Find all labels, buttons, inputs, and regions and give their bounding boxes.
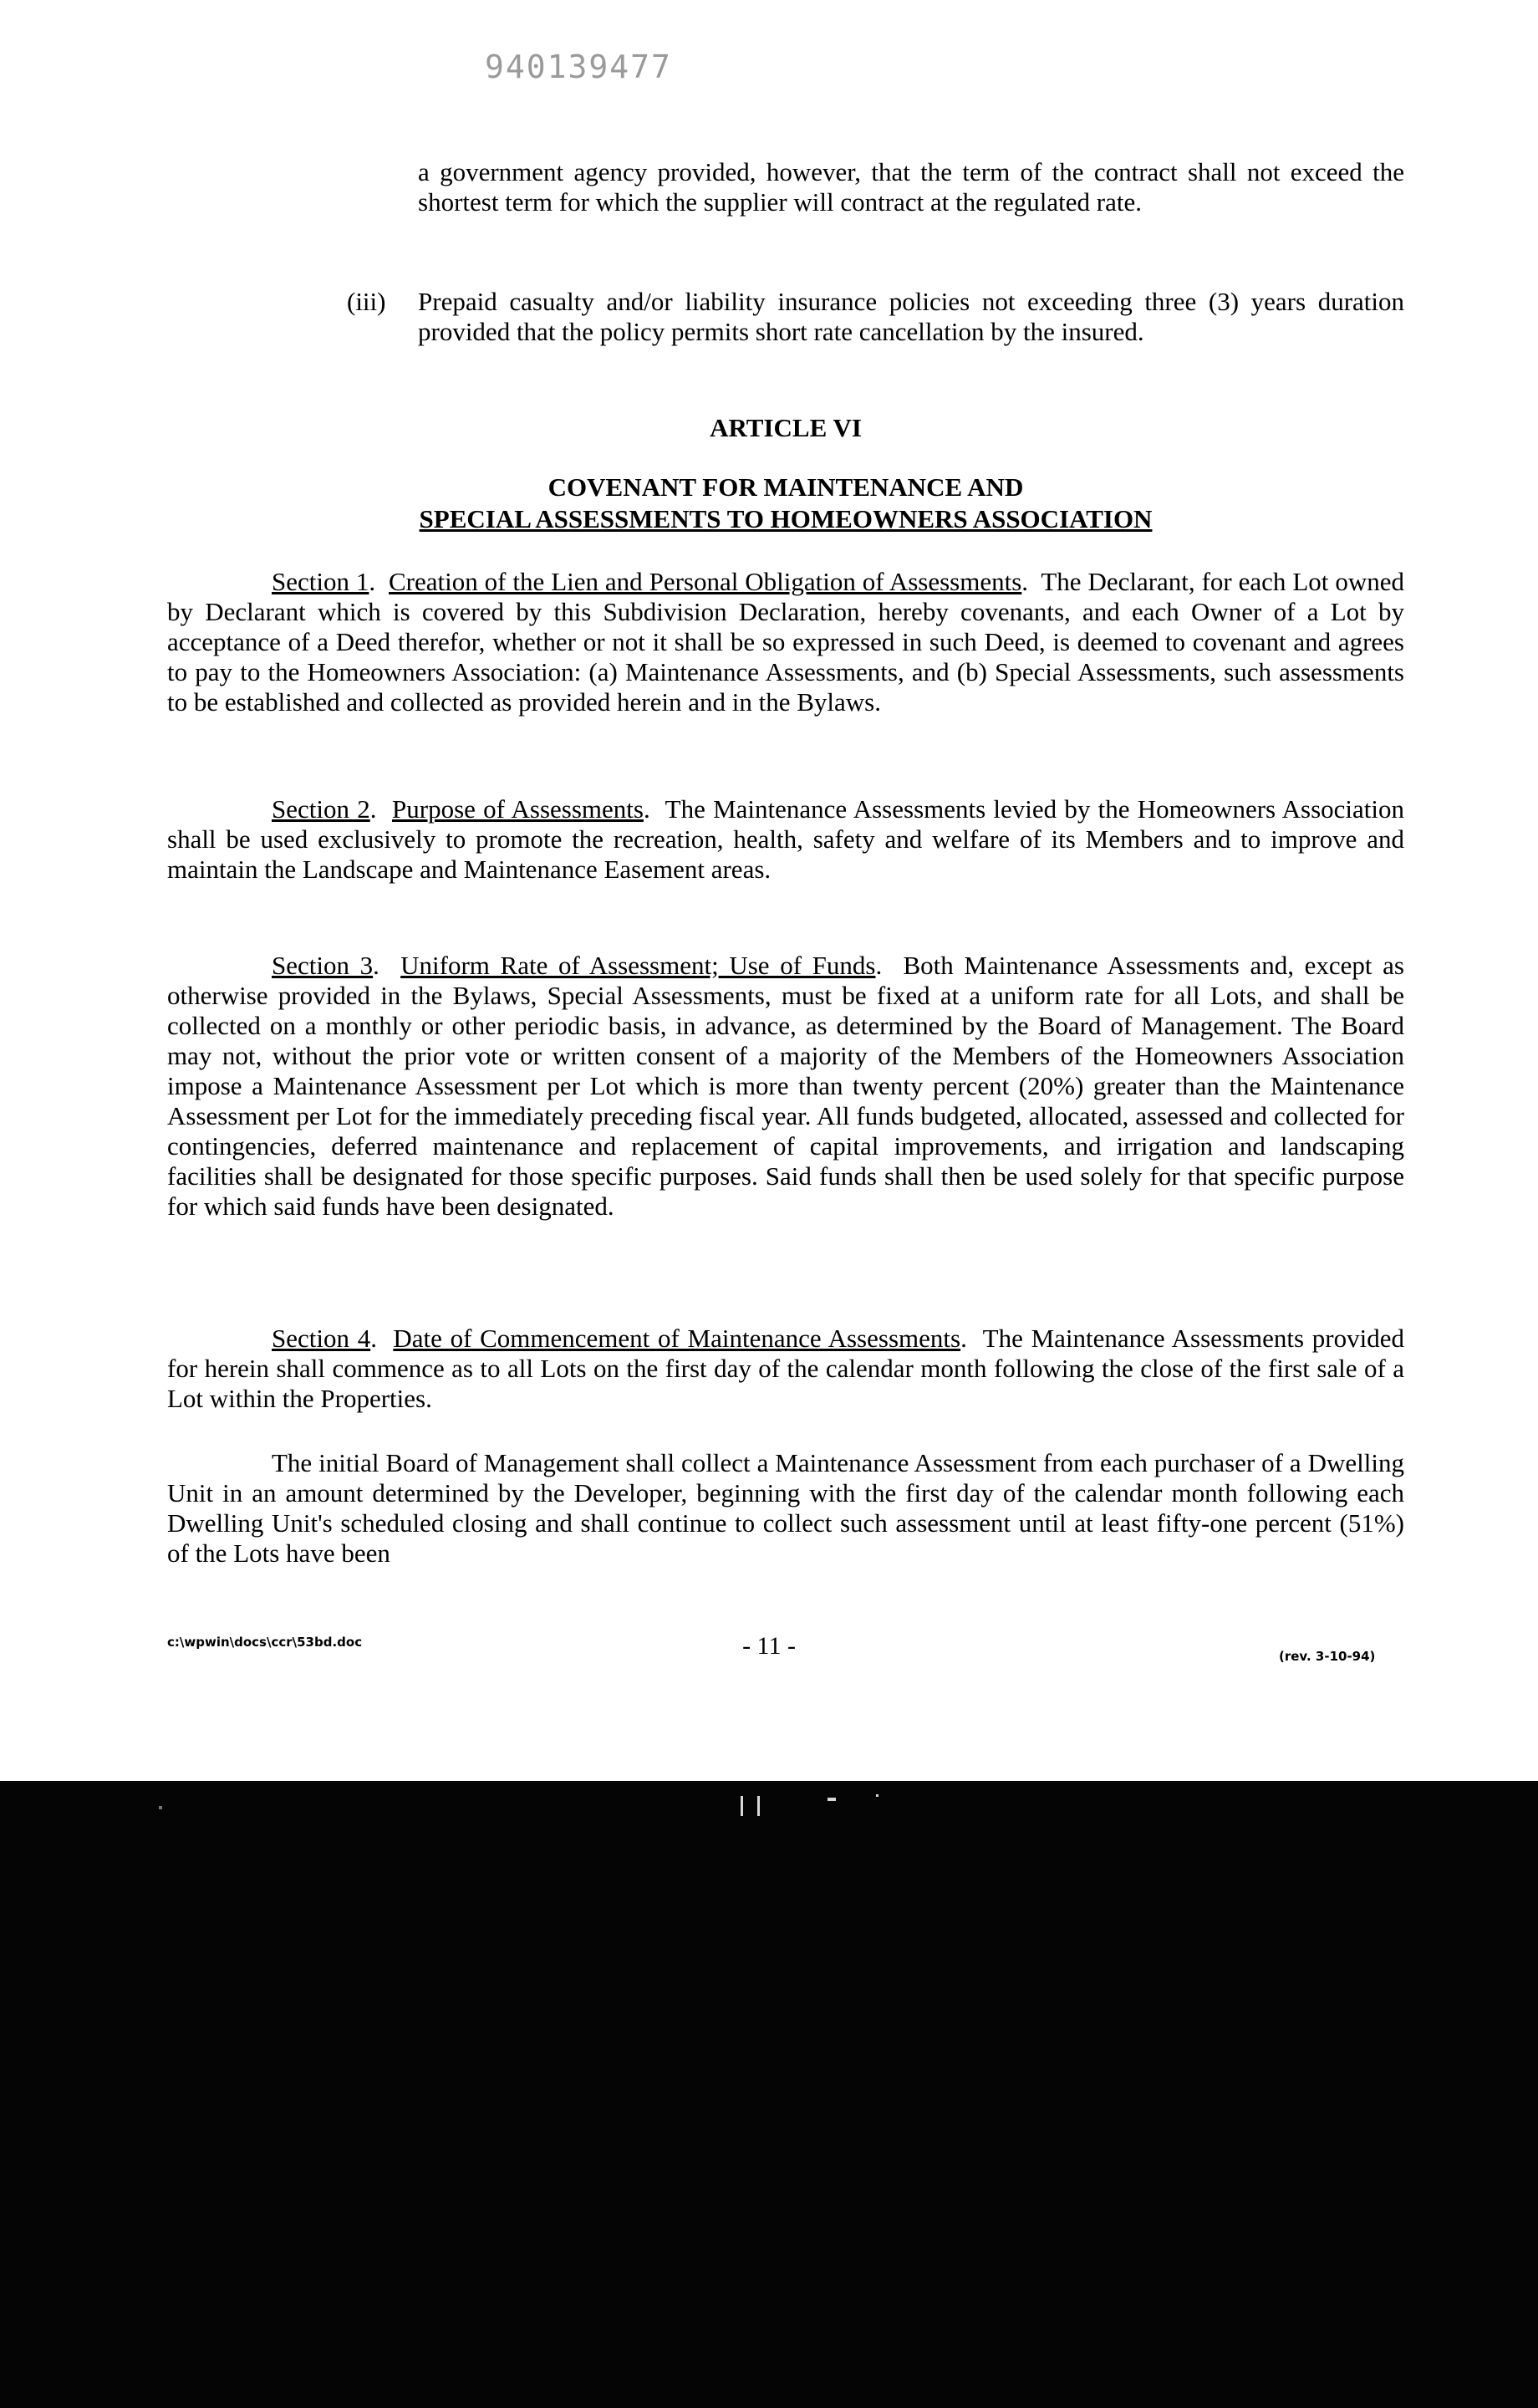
footer-file-path: c:\wpwin\docs\ccr\53bd.doc (167, 1635, 363, 1650)
list-item-text: Prepaid casualty and/or liability insurance policies not exceeding three (3) years duration provided that the policy permits short rate cancellation by the insured. (418, 287, 1404, 346)
scan-artifact (159, 1806, 162, 1809)
section-2-paragraph: Section 2. Purpose of Assessments. The Maintenance Assessments levied by the Homeowners Association shall be used exclusively to promote the recreation, health, safety and welfare of its Members and to improve and maintain the Landscape and Maintenance Easement areas. (167, 794, 1404, 884)
initial-board-paragraph: The initial Board of Management shall collect a Maintenance Assessment from each purchaser of a Dwelling Unit in an amount determined by the Developer, beginning with the first day of the calendar month following each Dwelling Unit's scheduled closing and shall continue to collect such assessment until at least fifty-one percent (51%) of the Lots have been (167, 1448, 1404, 1568)
section-4-label: Section 4 (272, 1324, 371, 1353)
section-2-title: Purpose of Assessments (392, 794, 644, 824)
bates-stamp: 940139477 (485, 48, 672, 85)
scan-artifact (757, 1796, 760, 1816)
section-2-body: The Maintenance Assessments levied by the Homeowners Association shall be used exclusively to promote the recreation, health, safety and welfare of its Members and to improve and maintain the Landscape and Maintenance Easement areas. (167, 794, 1404, 884)
scan-artifact (828, 1798, 836, 1801)
continuation-paragraph: a government agency provided, however, that the term of the contract shall not exceed the shortest term for which the supplier will contract at the regulated rate. (418, 157, 1404, 217)
section-4-body: The Maintenance Assessments provided for herein shall commence as to all Lots on the first day of the calendar month following the close of the first sale of a Lot within the Properties. (167, 1324, 1405, 1413)
section-1-body: The Declarant, for each Lot owned by Declarant which is covered by this Subdivision Declaration, hereby covenants, and each Owner of a Lot by acceptance of a Deed therefor, whether or not it shall be so expressed in such Deed, is deemed to covenant and agrees to pay to the Homeowners Association: (a) Maintenance Assessments, and (b) Special Assessments, such assessments to be established and collected as provided herein and in the Bylaws. (167, 567, 1404, 717)
section-4-title: Date of Commencement of Maintenance Assessments (393, 1324, 961, 1353)
section-1-paragraph: Section 1. Creation of the Lien and Personal Obligation of Assessments. The Declarant, for each Lot owned by Declarant which is covered by this Subdivision Declaration, hereby covenants, and each Owner of a Lot by acceptance of a Deed therefor, whether or not it shall be so expressed in such Deed, is deemed to covenant and agrees to pay to the Homeowners Association: (a) Maintenance Assessments, and (b) Special Assessments, such assessments to be established and collected as provided herein and in the Bylaws. (167, 567, 1404, 717)
section-3-label: Section 3 (272, 951, 374, 980)
section-3-paragraph: Section 3. Uniform Rate of Assessment; Use of Funds. Both Maintenance Assessments and, except as otherwise provided in the Bylaws, Special Assessments, must be fixed at a uniform rate for all Lots, and shall be collected on a monthly or other periodic basis, in advance, as determined by the Board of Management. The Board may not, without the prior vote or written consent of a majority of the Members of the Homeowners Association impose a Maintenance Assessment per Lot which is more than twenty percent (20%) greater than the Maintenance Assessment per Lot for the immediately preceding fiscal year. All funds budgeted, allocated, assessed and collected for contingencies, deferred maintenance and replacement of capital improvements, and irrigation and landscaping facilities shall be designated for those specific purposes. Said funds shall then be used solely for that specific purpose for which said funds have been designated. (167, 951, 1404, 1221)
section-3-body: Both Maintenance Assessments and, except as otherwise provided in the Bylaws, Special Assessments, must be fixed at a uniform rate for all Lots, and shall be collected on a monthly or other periodic basis, in advance, as determined by the Board of Management. The Board may not, without the prior vote or written consent of a majority of the Members of the Homeowners Association impose a Maintenance Assessment per Lot which is more than twenty percent (20%) greater than the Maintenance Assessment per Lot for the immediately preceding fiscal year. All funds budgeted, allocated, assessed and collected for contingencies, deferred maintenance and replacement of capital improvements, and irrigation and landscaping facilities shall be designated for those specific purposes. Said funds shall then be used solely for that specific purpose for which said funds have been designated. (167, 951, 1404, 1221)
scan-black-border (0, 1781, 1538, 2408)
footer-revision: (rev. 3-10-94) (1279, 1649, 1376, 1664)
scan-artifact (741, 1796, 743, 1816)
section-1-title: Creation of the Lien and Personal Obligation of Assessments (389, 567, 1022, 596)
footer-page-number: - 11 - (742, 1632, 796, 1660)
article-title-line-2: SPECIAL ASSESSMENTS TO HOMEOWNERS ASSOCIATION (419, 504, 1153, 533)
section-2-label: Section 2 (272, 794, 370, 824)
scan-artifact (876, 1794, 878, 1797)
article-title-line-1: COVENANT FOR MAINTENANCE AND (547, 472, 1024, 502)
article-heading: ARTICLE VI (710, 413, 862, 442)
list-item-iii (347, 287, 1404, 347)
list-item-number: (iii) (347, 287, 386, 316)
section-3-title: Uniform Rate of Assessment; Use of Funds (400, 951, 876, 980)
section-4-paragraph: Section 4. Date of Commencement of Maintenance Assessments. The Maintenance Assessments provided for herein shall commence as to all Lots on the first day of the calendar month following the close of the first sale of a Lot within the Properties. (167, 1324, 1405, 1413)
section-1-label: Section 1 (272, 567, 369, 596)
